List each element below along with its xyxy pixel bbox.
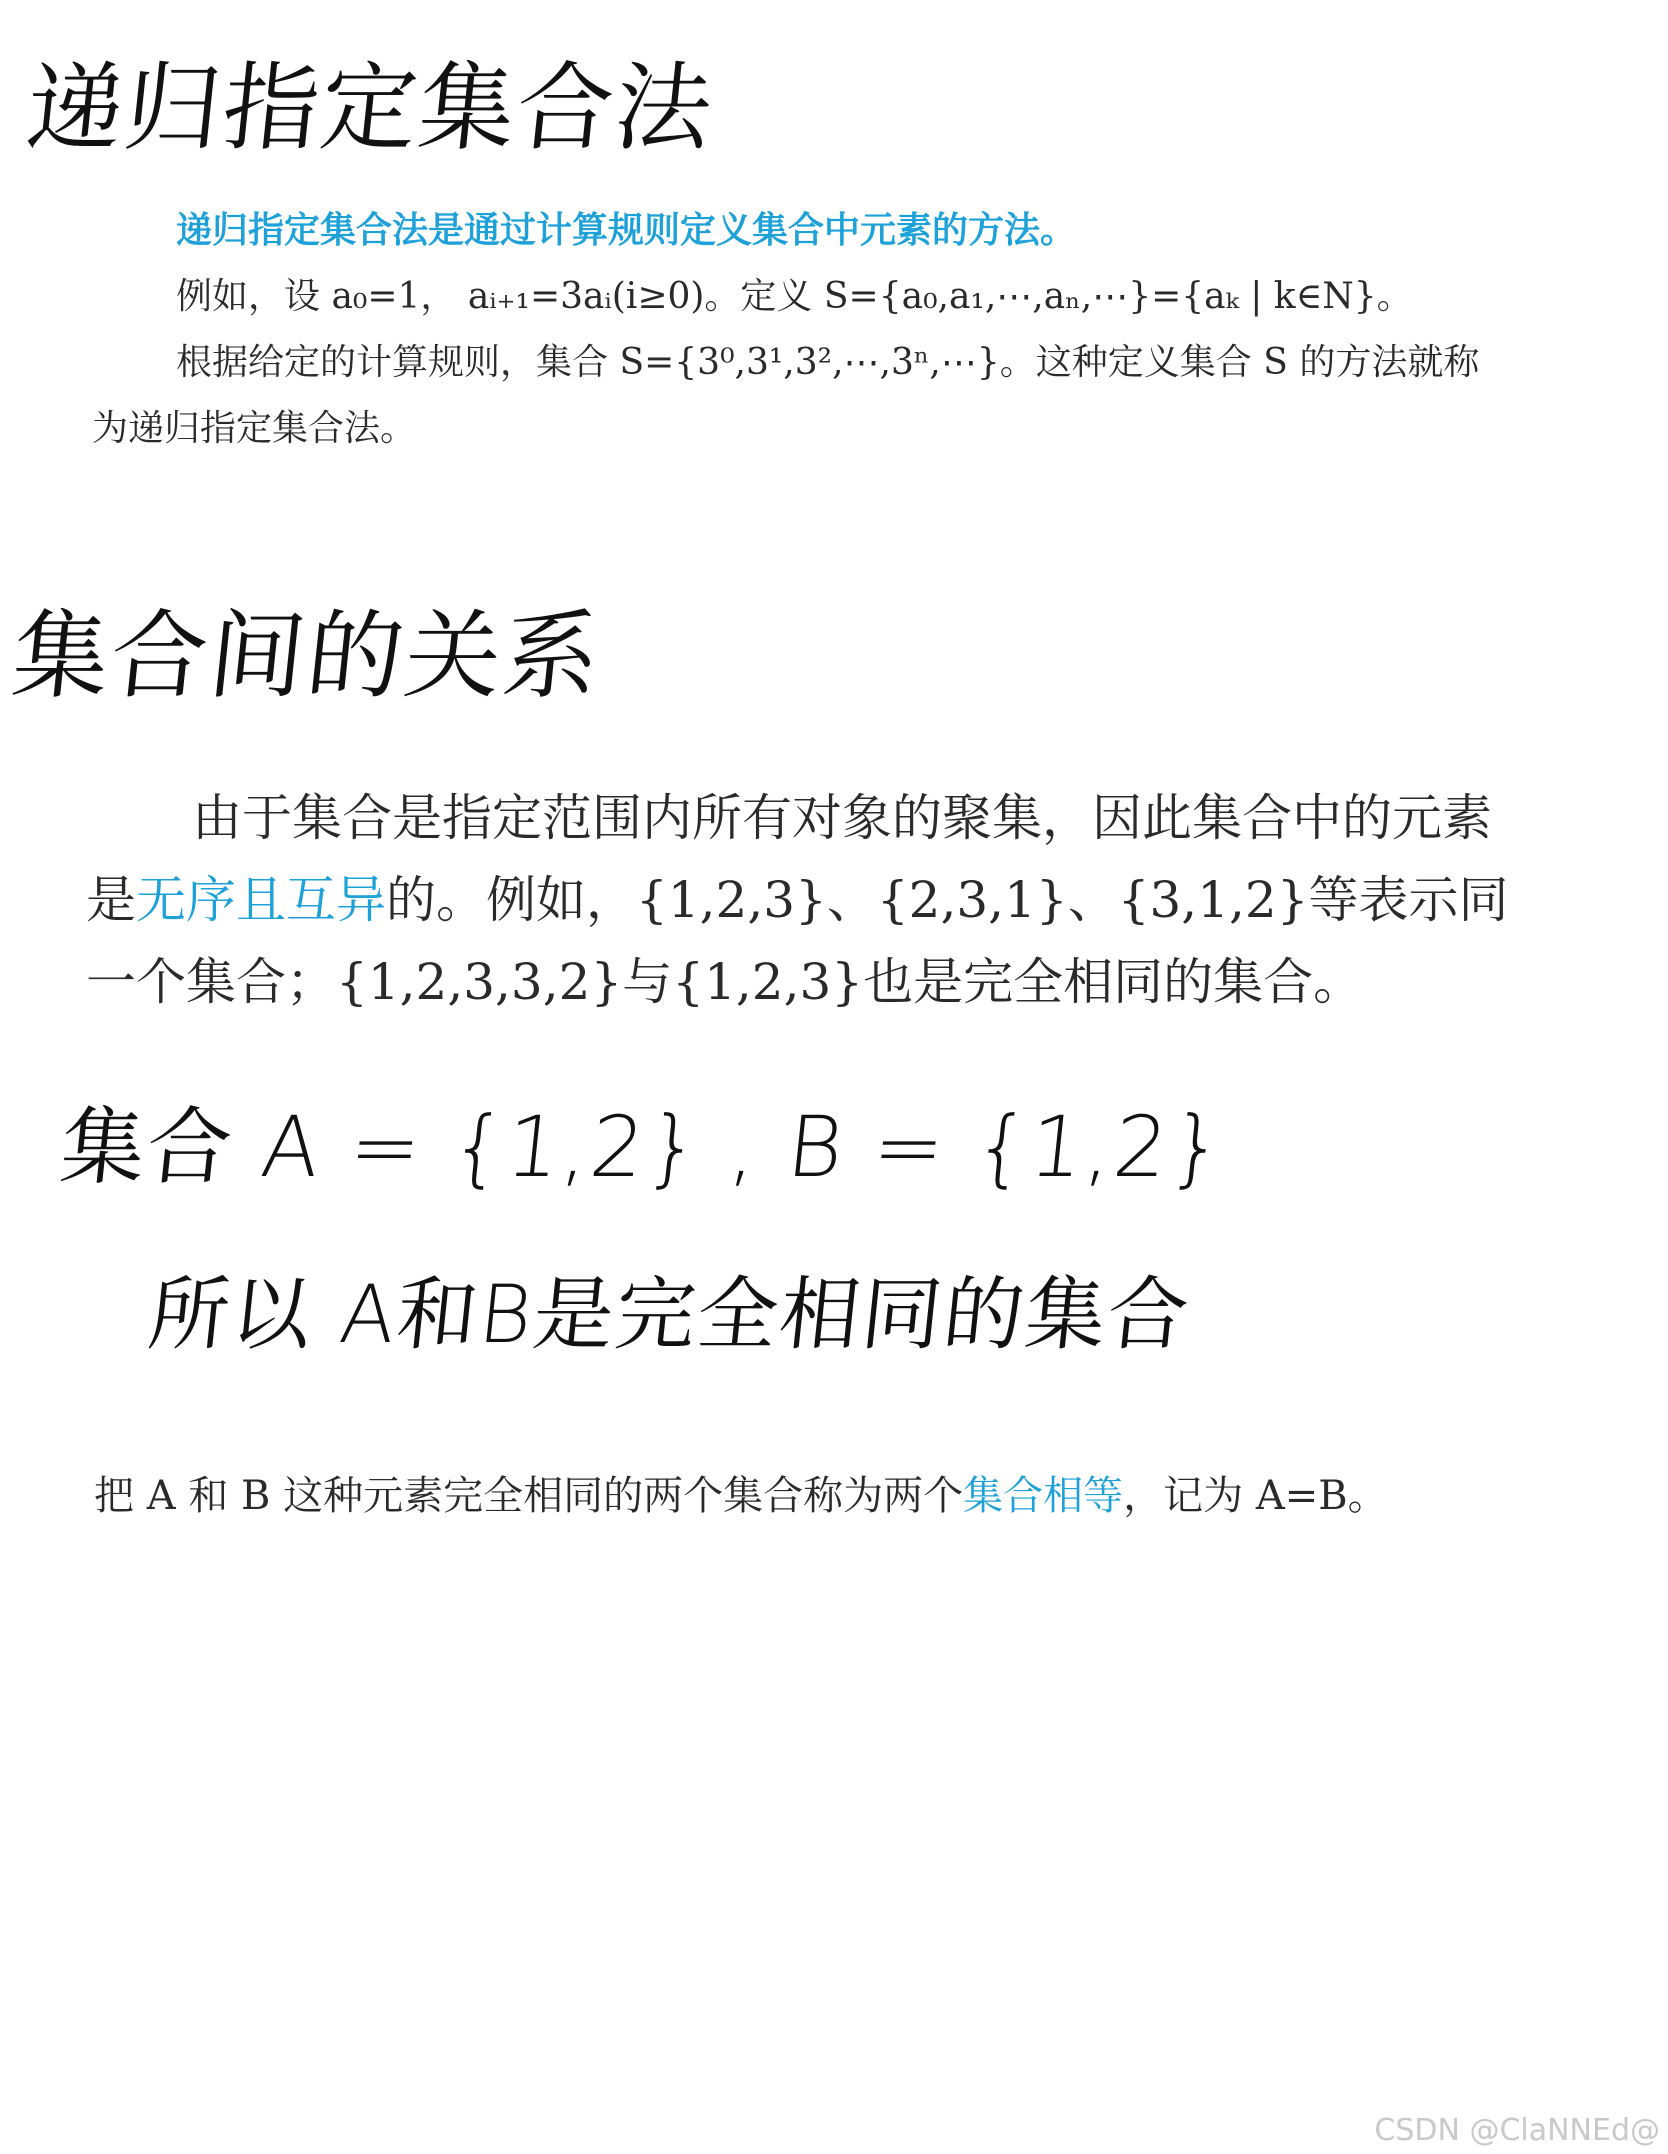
line2-suffix: 的。例如，{1,2,3}、{2,3,1}、{3,1,2}等表示同	[386, 871, 1509, 929]
handwritten-example-sets: 集合 A = {1,2} , B = {1,2}	[56, 1098, 1231, 1196]
handwritten-conclusion: 所以 A和B是完全相同的集合	[144, 1268, 1195, 1361]
definition-text: 递归指定集合法是通过计算规则定义集合中元素的方法。	[176, 210, 1077, 251]
csdn-watermark: CSDN @ClaNNEd@	[1374, 2113, 1660, 2148]
handwritten-title-relations: 集合间的关系	[7, 600, 608, 712]
rule-text-line1: 根据给定的计算规则，集合 S={3⁰,3¹,3²,⋯,3ⁿ,⋯}。这种定义集合 S 的方法就称	[176, 342, 1480, 383]
equality-suffix: ，记为 A=B。	[1123, 1473, 1388, 1519]
handwritten-title-recursive: 递归指定集合法	[21, 52, 720, 164]
unordered-distinct-highlight: 无序且互异	[136, 871, 386, 929]
equality-text	[94, 1464, 1388, 1521]
relations-text-line3: 一个集合；{1,2,3,3,2}与{1,2,3}也是完全相同的集合。	[86, 953, 1364, 1011]
set-equality-highlight: 集合相等	[963, 1473, 1124, 1519]
example-text: 例如，设 a₀=1， aᵢ₊₁=3aᵢ(i≥0)。定义 S={a₀,a₁,⋯,aₙ,⋯}={aₖ | k∈N}。	[176, 276, 1413, 317]
relations-text-line2	[86, 860, 1509, 932]
relations-text-line1: 由于集合是指定范围内所有对象的聚集，因此集合中的元素	[192, 789, 1492, 847]
equality-prefix: 把 A 和 B 这种元素完全相同的两个集合称为两个	[94, 1473, 964, 1519]
line2-prefix: 是	[86, 871, 136, 929]
rule-text-line2: 为递归指定集合法。	[92, 408, 417, 449]
